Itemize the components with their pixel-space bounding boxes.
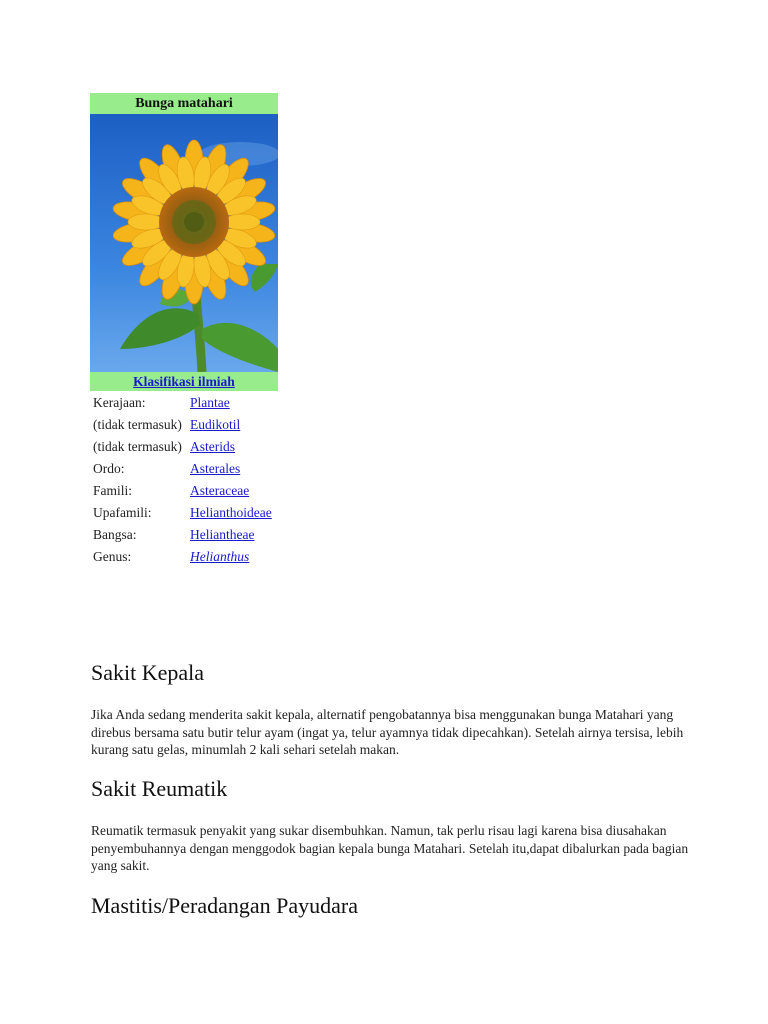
taxonomy-row	[90, 415, 278, 437]
taxobox-title: Bunga matahari	[90, 93, 278, 114]
taxonomy-rank: Kerajaan:	[93, 395, 146, 410]
taxobox-section-header	[90, 372, 278, 391]
taxonomy-value-cell	[187, 415, 278, 437]
section-heading: Mastitis/Peradangan Payudara	[91, 893, 358, 918]
klasifikasi-ilmiah-link[interactable]: Klasifikasi ilmiah	[133, 374, 235, 389]
taxonomy-value-cell	[187, 525, 278, 547]
taxonomy-table	[90, 393, 278, 569]
taxonomy-rank: Genus:	[93, 549, 132, 564]
section-heading: Sakit Reumatik	[91, 776, 228, 801]
taxonomy-link[interactable]: Plantae	[190, 395, 230, 410]
taxonomy-value-cell	[187, 481, 278, 503]
taxonomy-row	[90, 503, 278, 525]
taxobox	[90, 93, 278, 569]
taxonomy-link[interactable]: Asterales	[190, 461, 241, 476]
section-heading: Sakit Kepala	[91, 660, 205, 685]
section-text: Jika Anda sedang menderita sakit kepala, alternatif pengobatannya bisa menggunakan bunga Matahari yang direbus bersama satu butir telur ayam (ingat ya, telur ayamnya tidak dipecahkan). Setelah airnya tersisa, lebih kurang satu gelas, minumlah 2 kali sehari setelah makan.	[91, 707, 684, 757]
taxonomy-link[interactable]: Asterids	[190, 439, 235, 454]
section-sakit-kepala	[91, 660, 691, 759]
taxonomy-value-cell	[187, 437, 278, 459]
taxonomy-value-cell	[187, 547, 278, 569]
taxonomy-link[interactable]: Eudikotil	[190, 417, 241, 432]
taxonomy-row	[90, 459, 278, 481]
taxonomy-row	[90, 437, 278, 459]
taxonomy-rank: Bangsa:	[93, 527, 137, 542]
taxonomy-link[interactable]: Helianthoideae	[190, 505, 272, 520]
taxonomy-value-cell	[187, 393, 278, 415]
taxonomy-row	[90, 481, 278, 503]
taxonomy-row	[90, 525, 278, 547]
taxonomy-link[interactable]: Heliantheae	[190, 527, 255, 542]
section-mastitis	[91, 893, 691, 919]
sunflower-photo	[90, 114, 278, 372]
taxonomy-link[interactable]: Helianthus	[190, 549, 250, 564]
section-sakit-reumatik	[91, 776, 691, 875]
taxonomy-row	[90, 393, 278, 415]
taxonomy-rank: (tidak termasuk)	[93, 439, 182, 454]
taxonomy-rank: (tidak termasuk)	[93, 417, 182, 432]
taxonomy-rank: Famili:	[93, 483, 133, 498]
taxonomy-rank: Ordo:	[93, 461, 125, 476]
taxonomy-link[interactable]: Asteraceae	[190, 483, 250, 498]
taxonomy-value-cell	[187, 459, 278, 481]
taxonomy-rank: Upafamili:	[93, 505, 152, 520]
taxonomy-row	[90, 547, 278, 569]
taxonomy-value-cell	[187, 503, 278, 525]
section-text: Reumatik termasuk penyakit yang sukar disembuhkan. Namun, tak perlu risau lagi karena bisa diusahakan penyembuhannya dengan menggodok bagian kepala bunga Matahari. Setelah itu,dapat dibalurkan pada bagian yang sakit.	[91, 823, 689, 873]
